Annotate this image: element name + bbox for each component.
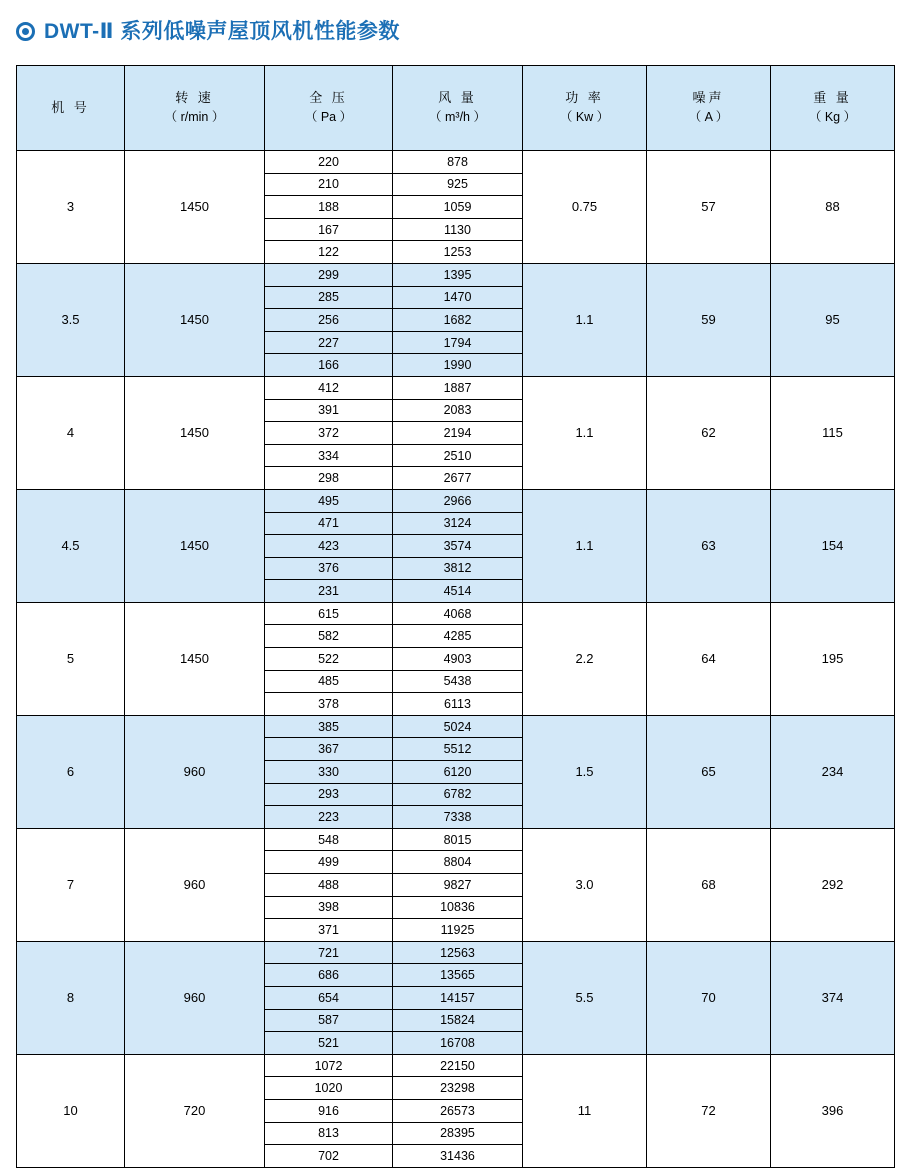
cell-speed: 960 [125,828,265,941]
cell-total-pressure: 522 [265,648,393,671]
cell-air-volume: 26573 [393,1099,523,1122]
column-header-power: 功 率 （ Kw ） [523,66,647,151]
column-header-air-volume: 风 量 （ m³/h ） [393,66,523,151]
cell-air-volume: 1794 [393,331,523,354]
cell-weight: 88 [771,151,895,264]
cell-total-pressure: 916 [265,1099,393,1122]
cell-total-pressure: 298 [265,467,393,490]
cell-total-pressure: 548 [265,828,393,851]
cell-air-volume: 12563 [393,941,523,964]
cell-weight: 234 [771,715,895,828]
cell-air-volume: 6113 [393,693,523,716]
cell-total-pressure: 423 [265,535,393,558]
cell-air-volume: 1130 [393,218,523,241]
cell-total-pressure: 485 [265,670,393,693]
cell-total-pressure: 1072 [265,1054,393,1077]
cell-air-volume: 2083 [393,399,523,422]
cell-model: 10 [17,1054,125,1167]
cell-total-pressure: 615 [265,602,393,625]
cell-air-volume: 13565 [393,964,523,987]
cell-power: 11 [523,1054,647,1167]
cell-speed: 1450 [125,602,265,715]
cell-air-volume: 1253 [393,241,523,264]
cell-total-pressure: 372 [265,422,393,445]
page-title: DWT-Ⅱ 系列低噪声屋顶风机性能参数 [44,19,400,43]
cell-total-pressure: 813 [265,1122,393,1145]
cell-total-pressure: 1020 [265,1077,393,1100]
cell-speed: 960 [125,941,265,1054]
cell-total-pressure: 521 [265,1032,393,1055]
cell-total-pressure: 227 [265,331,393,354]
column-header-model: 机 号 [17,66,125,151]
cell-power: 0.75 [523,151,647,264]
cell-model: 6 [17,715,125,828]
cell-air-volume: 5438 [393,670,523,693]
cell-noise: 70 [647,941,771,1054]
cell-noise: 64 [647,602,771,715]
cell-power: 1.1 [523,376,647,489]
cell-weight: 154 [771,489,895,602]
cell-speed: 1450 [125,151,265,264]
cell-air-volume: 28395 [393,1122,523,1145]
table-body [17,151,895,1168]
cell-power: 2.2 [523,602,647,715]
cell-model: 4 [17,376,125,489]
cell-total-pressure: 412 [265,376,393,399]
cell-speed: 1450 [125,489,265,602]
table-row [17,376,895,399]
cell-air-volume: 6782 [393,783,523,806]
cell-noise: 65 [647,715,771,828]
cell-air-volume: 15824 [393,1009,523,1032]
cell-weight: 292 [771,828,895,941]
cell-model: 3 [17,151,125,264]
cell-air-volume: 3812 [393,557,523,580]
cell-power: 1.1 [523,263,647,376]
cell-weight: 374 [771,941,895,1054]
cell-total-pressure: 499 [265,851,393,874]
table-header-row [17,66,895,151]
column-header-total-pressure: 全 压 （ Pa ） [265,66,393,151]
cell-air-volume: 1470 [393,286,523,309]
table-row [17,151,895,174]
cell-weight: 95 [771,263,895,376]
cell-noise: 72 [647,1054,771,1167]
cell-speed: 960 [125,715,265,828]
table-row [17,941,895,964]
table-header [17,66,895,151]
cell-weight: 195 [771,602,895,715]
cell-total-pressure: 293 [265,783,393,806]
cell-air-volume: 5512 [393,738,523,761]
cell-noise: 57 [647,151,771,264]
cell-total-pressure: 488 [265,874,393,897]
table-row [17,715,895,738]
cell-total-pressure: 391 [265,399,393,422]
cell-total-pressure: 371 [265,919,393,942]
cell-air-volume: 10836 [393,896,523,919]
cell-air-volume: 4903 [393,648,523,671]
cell-total-pressure: 223 [265,806,393,829]
cell-power: 1.5 [523,715,647,828]
cell-air-volume: 4068 [393,602,523,625]
cell-total-pressure: 587 [265,1009,393,1032]
column-header-speed: 转 速 （ r/min ） [125,66,265,151]
table-row [17,489,895,512]
cell-model: 4.5 [17,489,125,602]
cell-air-volume: 2510 [393,444,523,467]
cell-total-pressure: 378 [265,693,393,716]
table-row [17,602,895,625]
cell-total-pressure: 471 [265,512,393,535]
cell-model: 7 [17,828,125,941]
table-row [17,828,895,851]
cell-air-volume: 3124 [393,512,523,535]
cell-model: 5 [17,602,125,715]
cell-total-pressure: 166 [265,354,393,377]
cell-air-volume: 4285 [393,625,523,648]
cell-total-pressure: 122 [265,241,393,264]
cell-air-volume: 878 [393,151,523,174]
cell-total-pressure: 398 [265,896,393,919]
cell-model: 3.5 [17,263,125,376]
page-title-bar [0,0,910,42]
cell-total-pressure: 330 [265,761,393,784]
cell-air-volume: 1990 [393,354,523,377]
table-row [17,263,895,286]
cell-model: 8 [17,941,125,1054]
cell-air-volume: 6120 [393,761,523,784]
cell-total-pressure: 376 [265,557,393,580]
cell-total-pressure: 582 [265,625,393,648]
cell-noise: 59 [647,263,771,376]
cell-total-pressure: 256 [265,309,393,332]
cell-air-volume: 1887 [393,376,523,399]
cell-total-pressure: 285 [265,286,393,309]
cell-total-pressure: 210 [265,173,393,196]
cell-noise: 68 [647,828,771,941]
cell-air-volume: 925 [393,173,523,196]
cell-total-pressure: 654 [265,986,393,1009]
cell-total-pressure: 334 [265,444,393,467]
cell-total-pressure: 231 [265,580,393,603]
cell-speed: 720 [125,1054,265,1167]
cell-air-volume: 31436 [393,1145,523,1168]
cell-air-volume: 14157 [393,986,523,1009]
cell-total-pressure: 167 [265,218,393,241]
cell-total-pressure: 385 [265,715,393,738]
cell-total-pressure: 686 [265,964,393,987]
cell-air-volume: 11925 [393,919,523,942]
cell-total-pressure: 702 [265,1145,393,1168]
column-header-weight: 重 量 （ Kg ） [771,66,895,151]
cell-total-pressure: 495 [265,489,393,512]
cell-speed: 1450 [125,376,265,489]
cell-noise: 63 [647,489,771,602]
cell-total-pressure: 188 [265,196,393,219]
cell-weight: 396 [771,1054,895,1167]
cell-noise: 62 [647,376,771,489]
cell-air-volume: 2194 [393,422,523,445]
cell-air-volume: 5024 [393,715,523,738]
cell-air-volume: 7338 [393,806,523,829]
cell-total-pressure: 367 [265,738,393,761]
performance-parameters-table [16,65,895,1168]
cell-air-volume: 3574 [393,535,523,558]
cell-air-volume: 22150 [393,1054,523,1077]
cell-air-volume: 2966 [393,489,523,512]
cell-air-volume: 1059 [393,196,523,219]
cell-power: 1.1 [523,489,647,602]
cell-total-pressure: 220 [265,151,393,174]
cell-air-volume: 1395 [393,263,523,286]
cell-speed: 1450 [125,263,265,376]
column-header-noise: 噪声 （ A ） [647,66,771,151]
cell-power: 5.5 [523,941,647,1054]
table-row [17,1054,895,1077]
target-bullet-icon [16,22,35,41]
cell-air-volume: 16708 [393,1032,523,1055]
cell-air-volume: 2677 [393,467,523,490]
cell-air-volume: 1682 [393,309,523,332]
cell-air-volume: 23298 [393,1077,523,1100]
cell-air-volume: 8804 [393,851,523,874]
cell-air-volume: 8015 [393,828,523,851]
cell-weight: 115 [771,376,895,489]
cell-total-pressure: 299 [265,263,393,286]
spec-table-container [16,65,894,1168]
cell-power: 3.0 [523,828,647,941]
cell-air-volume: 4514 [393,580,523,603]
cell-air-volume: 9827 [393,874,523,897]
cell-total-pressure: 721 [265,941,393,964]
